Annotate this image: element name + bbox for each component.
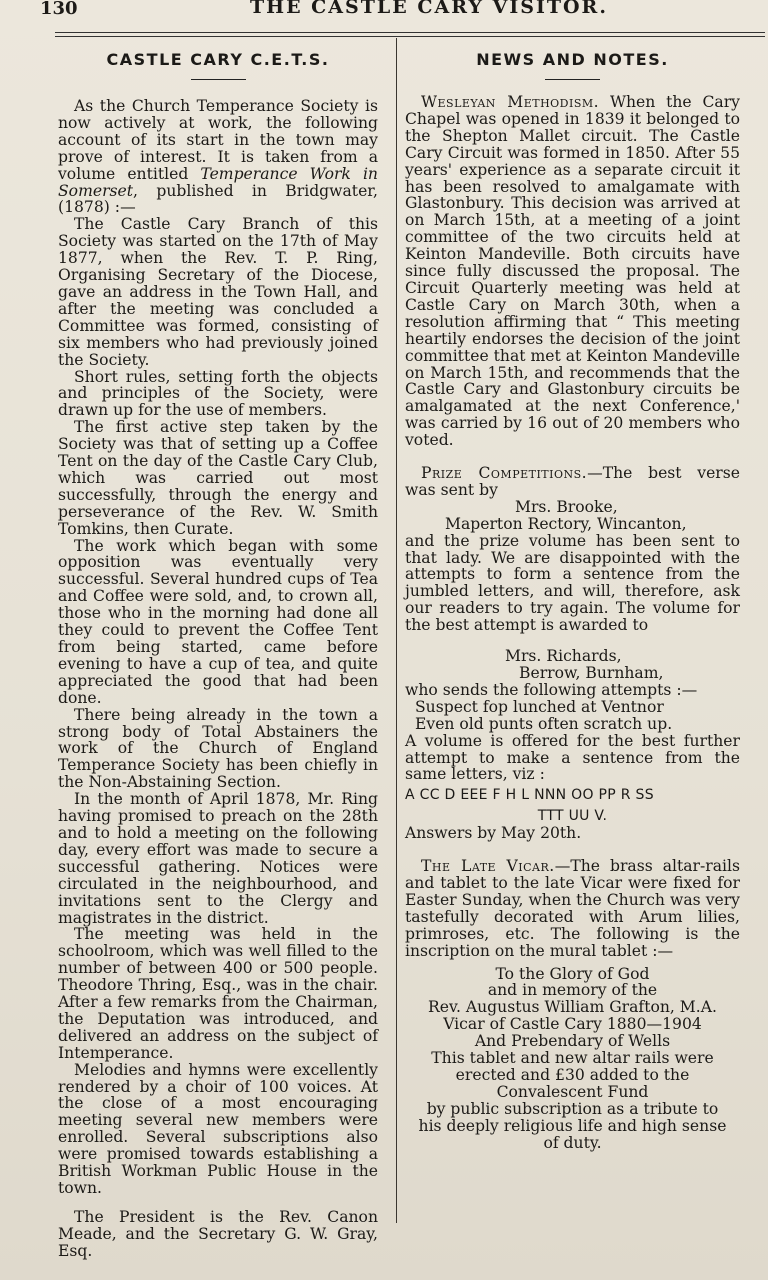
cets-paragraph: The work which began with some opposition was eventually very successful. Several hundred cups of Tea and Coffee were sold, and, to crown all, those who in the morning had done all they could to prevent the Coffee Tent from being started, came before evening to have a cup of tea, and quite appreciated the good that had been done.: [58, 536, 378, 707]
winner1-name: Mrs. Brooke,: [515, 497, 618, 516]
winner2-address: Berrow, Burnham,: [519, 664, 664, 682]
inscription-line: Rev. Augustus William Grafton, M.A.: [428, 998, 717, 1017]
inscription-line: his deeply religious life and high sense: [418, 1116, 727, 1135]
running-head: [0, 0, 768, 22]
cets-paragraph: The Castle Cary Branch of this Society was started on the 17th of May 1877, when the Rev. T. P. Ring, Organising Secretary of the Diocese, gave an address in the Town Hall, and after the meeting was concluded a Committee was formed, consisting of six members who had previously joined the Society.: [58, 215, 378, 369]
winner2-name: Mrs. Richards,: [505, 647, 622, 666]
inscription-line: And Prebendary of Wells: [474, 1032, 671, 1051]
inscription-line: Vicar of Castle Cary 1880—1904: [443, 1015, 702, 1034]
wesleyan-paragraph: [405, 94, 740, 449]
cets-paragraph: As the Church Temperance Society is now actively at work, the following account of its start in the town may prove of interest. It is taken from a volume entitled Temperance Work in Somerset, published in Bridgwater, (1878) :—: [58, 97, 378, 217]
attempt-1: Suspect fop lunched at Ventnor: [415, 697, 664, 716]
journal-title: THE CASTLE CARY VISITOR.: [250, 0, 608, 18]
inscription-line: This tablet and new altar rails were: [431, 1049, 714, 1068]
letters-line-1: A CC D EEE F H L NNN OO PP R SS: [405, 787, 654, 804]
book-title: Temperance Work in Somerset: [58, 164, 378, 200]
news-heading-rule: [545, 79, 600, 80]
vicar-paragraph: [405, 858, 740, 959]
wesleyan-title: Wesleyan Methodism.: [421, 93, 600, 111]
inscription-line: erected and £30 added to the: [455, 1065, 690, 1084]
cets-heading-rule: [191, 79, 246, 80]
answers-deadline: Answers by May 20th.: [405, 824, 582, 843]
cets-paragraph: Short rules, setting forth the objects and principles of the Society, were drawn up for the use of members.: [58, 367, 378, 420]
cets-paragraph: The President is the Rev. Canon Meade, and the Secretary G. W. Gray, Esq.: [58, 1207, 378, 1260]
inscription-line: by public subscription as a tribute to: [426, 1099, 719, 1118]
winner1-address: Maperton Rectory, Wincanton,: [445, 514, 687, 533]
cets-paragraph: The meeting was held in the schoolroom, which was well filled to the number of between 400 or 500 people. Theodore Thring, Esq., was in the chair. After a few remarks from the Chairman, the Deputation was introduced, and delivered an address on the subject of Intemperance.: [58, 925, 378, 1062]
prize-intro: —The best verse was sent by: [405, 464, 740, 499]
letters-line-2: TTT UU V.: [537, 808, 608, 825]
prize-text1: and the prize volume has been sent to that lady. We are disappointed with the attempts to form a sentence from the jumbled letters, and will, therefore, ask our readers to try again. The volume for the best attempt is awarded to: [405, 531, 740, 635]
header-rule-bottom: [55, 36, 765, 37]
right-column: [405, 38, 740, 1151]
prize-paragraph: [405, 465, 740, 499]
inscription-line: To the Glory of God: [495, 964, 650, 983]
page-number: 130: [40, 0, 78, 19]
cets-paragraph: The first active step taken by the Society was that of setting up a Coffee Tent on the day of the Castle Cary Club, which was carried out most successfully, through the energy and perseverance of the Rev. W. Smith Tomkins, then Curate.: [58, 418, 378, 538]
inscription-line: of duty.: [543, 1133, 602, 1152]
news-heading: NEWS AND NOTES.: [476, 50, 669, 69]
vicar-text: —The brass altar-rails and tablet to the late Vicar were fixed for Easter Sunday, when the Church was very tastefully decorated with Arum lilies, primroses, etc. The following is the inscription on the mural tablet :—: [405, 857, 740, 960]
attempt-2: Even old punts often scratch up.: [415, 714, 673, 733]
left-column: [58, 38, 378, 1260]
header-rule-top: [55, 32, 765, 33]
cets-paragraph: There being already in the town a strong body of Total Abstainers the work of the Church of England Temperance Society has been chiefly in the Non-Abstaining Section.: [58, 705, 378, 792]
column-divider: [396, 38, 397, 1223]
wesleyan-text: When the Cary Chapel was opened in 1839 it belonged to the Shepton Mallet circuit. The Castle Cary Circuit was formed in 1850. After 55 years' experience as a separate circuit it has been resolved to amalgamate with Glastonbury. This decision was arrived at on March 15th, at a meeting of a joint committee of the two circuits held at Keinton Mandeville. Both circuits have since fully discussed the proposal. The Circuit Quarterly meeting was held at Castle Cary on March 30th, when a resolution affirming that “ This meeting heartily endorses the decision of the joint committee that met at Keinton Mandeville on March 15th, and recommends that the Castle Cary and Glastonbury circuits be amalgamated at the next Conference,' was carried by 16 out of 20 members who voted.: [405, 93, 740, 450]
cets-paragraph: In the month of April 1878, Mr. Ring having promised to preach on the 28th and to hold a meeting on the following day, every effort was made to secure a successful gathering. Notices were circulated in the neighbourhood, and invitations sent to the Clergy and magistrates in the district.: [58, 790, 378, 927]
cets-heading: CASTLE CARY C.E.T.S.: [106, 50, 330, 69]
inscription-line: and in memory of the: [487, 981, 658, 1000]
cets-paragraph: Melodies and hymns were excellently rendered by a choir of 100 voices. At the close of a most encouraging meeting several new members were enrolled. Several subscriptions also were promised towards establishing a British Workman Public House in the town.: [58, 1060, 378, 1197]
vicar-title: The Late Vicar.: [421, 857, 555, 876]
prize-text2: who sends the following attempts :—: [405, 680, 698, 699]
prize-text3: A volume is offered for the best further attempt to make a sentence from the same letters, viz :: [405, 731, 740, 784]
prize-title: Prize Competitions.: [421, 464, 588, 483]
inscription-line: Convalescent Fund: [496, 1082, 649, 1101]
inscription: [405, 966, 740, 1152]
